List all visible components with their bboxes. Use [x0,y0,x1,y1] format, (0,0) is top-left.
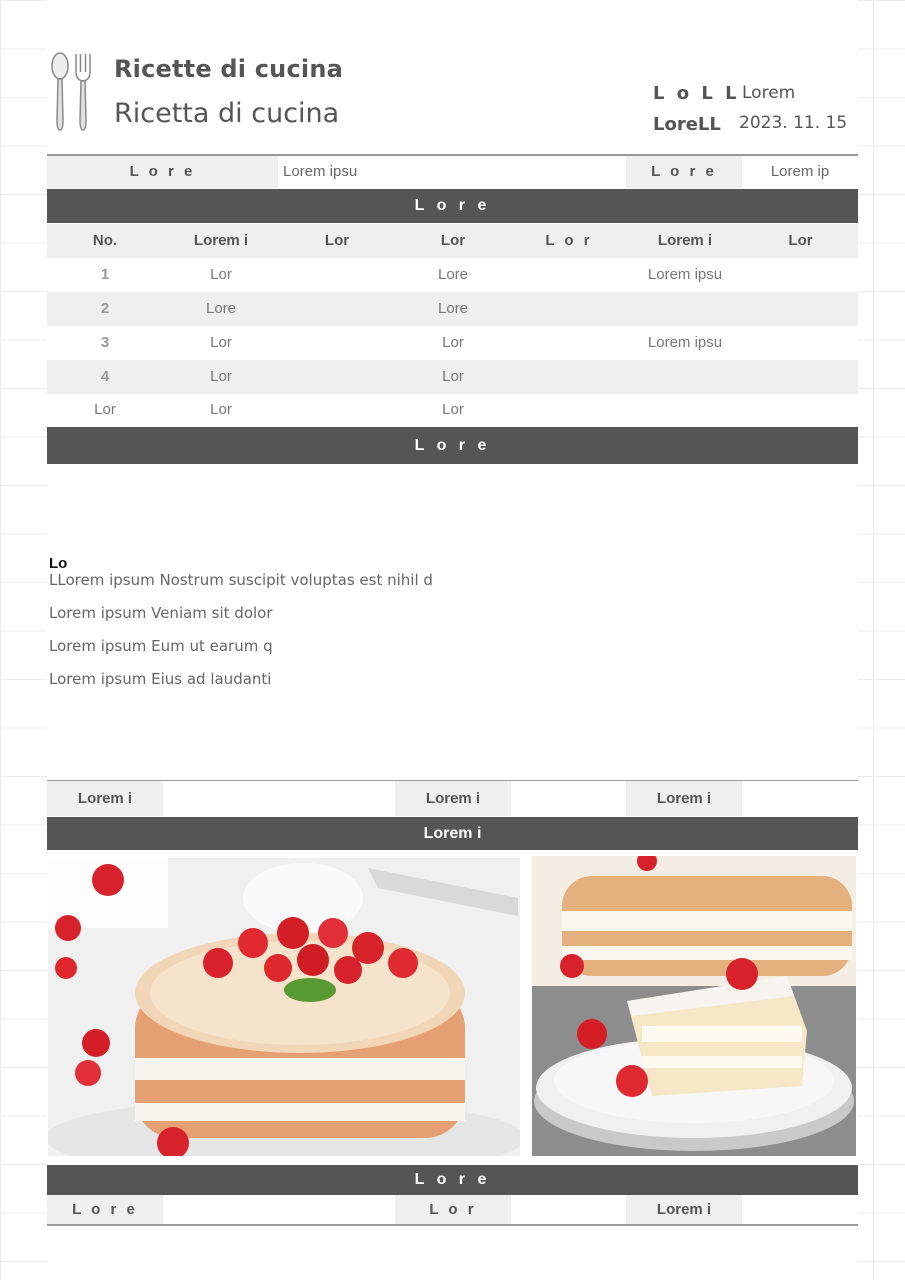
step-line: Lorem ipsum Eum ut earum q [49,637,273,655]
table-cell: Lor [442,368,464,385]
row-number: 3 [100,334,110,351]
steps-notes[interactable] [49,556,849,687]
step-line: Lorem ipsum Eius ad laudanti [49,670,272,688]
cake-photo-slice [532,856,856,1156]
spoon-fork-icon [47,50,97,134]
table-row[interactable] [47,360,858,394]
step-line: LLorem ipsum Nostrum suscipit voluptas est nihil d [49,571,433,589]
footer-rule [47,1224,858,1226]
table-cell: Lor [442,334,464,351]
info-value-1[interactable]: Lorem ipsu [283,163,358,180]
summary-value-3[interactable] [742,781,858,816]
table-cell: Lore [437,300,469,317]
ingredients-header-row [47,224,858,258]
footer-value-2[interactable] [511,1195,626,1224]
summary-value-2[interactable] [511,781,626,816]
meta-value-2: 2023. 11. 15 [739,113,848,133]
row-number: Lor [94,401,116,418]
table-cell: Lor [210,266,232,283]
table-row[interactable] [47,326,858,360]
footer-label-1: L o r e [47,1195,163,1224]
table-cell: Lor [210,334,232,351]
column-header: Lor [324,232,350,249]
table-row[interactable] [47,292,858,326]
column-header: Lorem i [657,232,713,249]
meta-label-2: LoreLL [653,114,721,135]
column-header: Lor [440,232,466,249]
table-row[interactable] [47,393,858,427]
table-cell: Lorem ipsu [647,266,723,283]
row-number: 4 [100,368,110,385]
table-cell: Lore [437,266,469,283]
step-line: Lorem ipsum Veniam sit dolor [49,604,273,622]
summary-label-1: Lorem i [47,781,163,816]
steps-bar: L o r e [47,427,858,464]
ingredients-bar: L o r e [47,189,858,223]
footer-value-3[interactable] [742,1195,858,1224]
footer-label-2: L o r [395,1195,511,1224]
column-header: Lor [788,232,813,249]
column-header: No. [92,232,118,249]
meta-label-1: L o L L [653,83,740,104]
footer-value-1[interactable] [163,1195,395,1224]
recipe-sheet [47,0,858,1280]
summary-label-2: Lorem i [395,781,511,816]
steps-heading: Lo [49,555,68,572]
info-label-1: L o r e [47,156,278,188]
column-header: L o r [545,232,593,249]
row-number: 2 [100,300,110,317]
photos-bar: Lorem i [47,817,858,850]
table-cell: Lorem ipsu [647,334,723,351]
page-title: Ricette di cucina [114,55,343,83]
page-subtitle: Ricetta di cucina [114,98,340,129]
info-label-2: L o r e [626,156,742,188]
table-cell: Lor [210,368,232,385]
row-number: 1 [100,266,110,283]
info-value-2[interactable]: Lorem ip [770,163,830,180]
table-cell: Lor [210,401,232,418]
cake-photo-whole [48,858,520,1156]
footer-bar: L o r e [47,1165,858,1195]
meta-value-1: Lorem [742,83,796,103]
column-header: Lorem i [193,232,249,249]
footer-label-3: Lorem i [626,1195,742,1224]
summary-label-3: Lorem i [626,781,742,816]
summary-value-1[interactable] [163,781,395,816]
table-cell: Lore [205,300,237,317]
table-cell: Lor [442,401,464,418]
table-row[interactable] [47,258,858,292]
